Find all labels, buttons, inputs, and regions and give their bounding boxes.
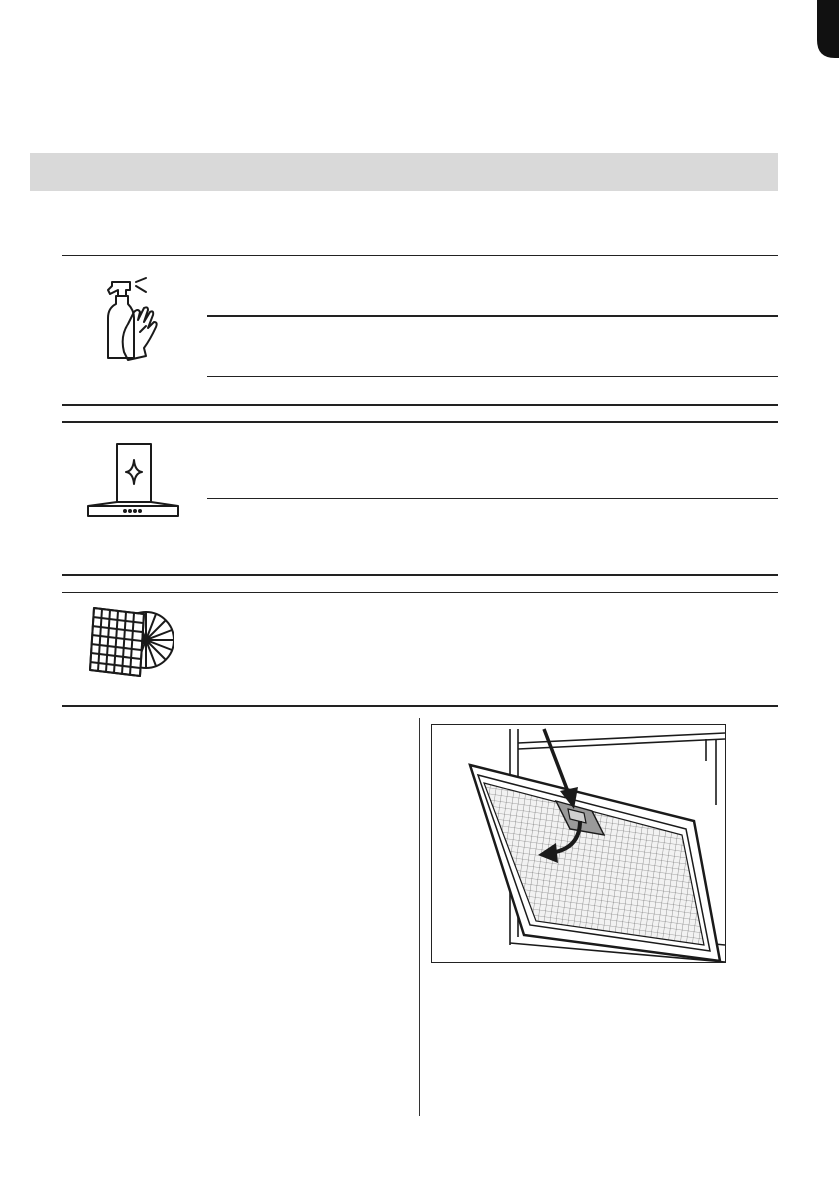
row1-inner-rule-bottom [207,376,778,377]
grease-filter-removal-illustration [431,724,726,963]
row2-inner-rule [207,498,778,499]
section-heading-bar [30,153,778,191]
grease-filter-and-fan-icon [80,600,174,680]
row1-bottom-rule [62,404,778,406]
row3-bottom-rule [62,705,778,707]
table-top-rule [62,255,778,256]
chimney-hood-clean-icon [84,442,182,518]
row1-inner-rule [207,315,778,317]
row2-top-rule [62,421,778,423]
page-edge-marker [813,0,839,58]
spray-and-cloth-icon [100,276,162,362]
row2-bottom-rule [62,574,778,576]
row3-top-rule [62,592,778,593]
column-divider [419,718,420,1116]
